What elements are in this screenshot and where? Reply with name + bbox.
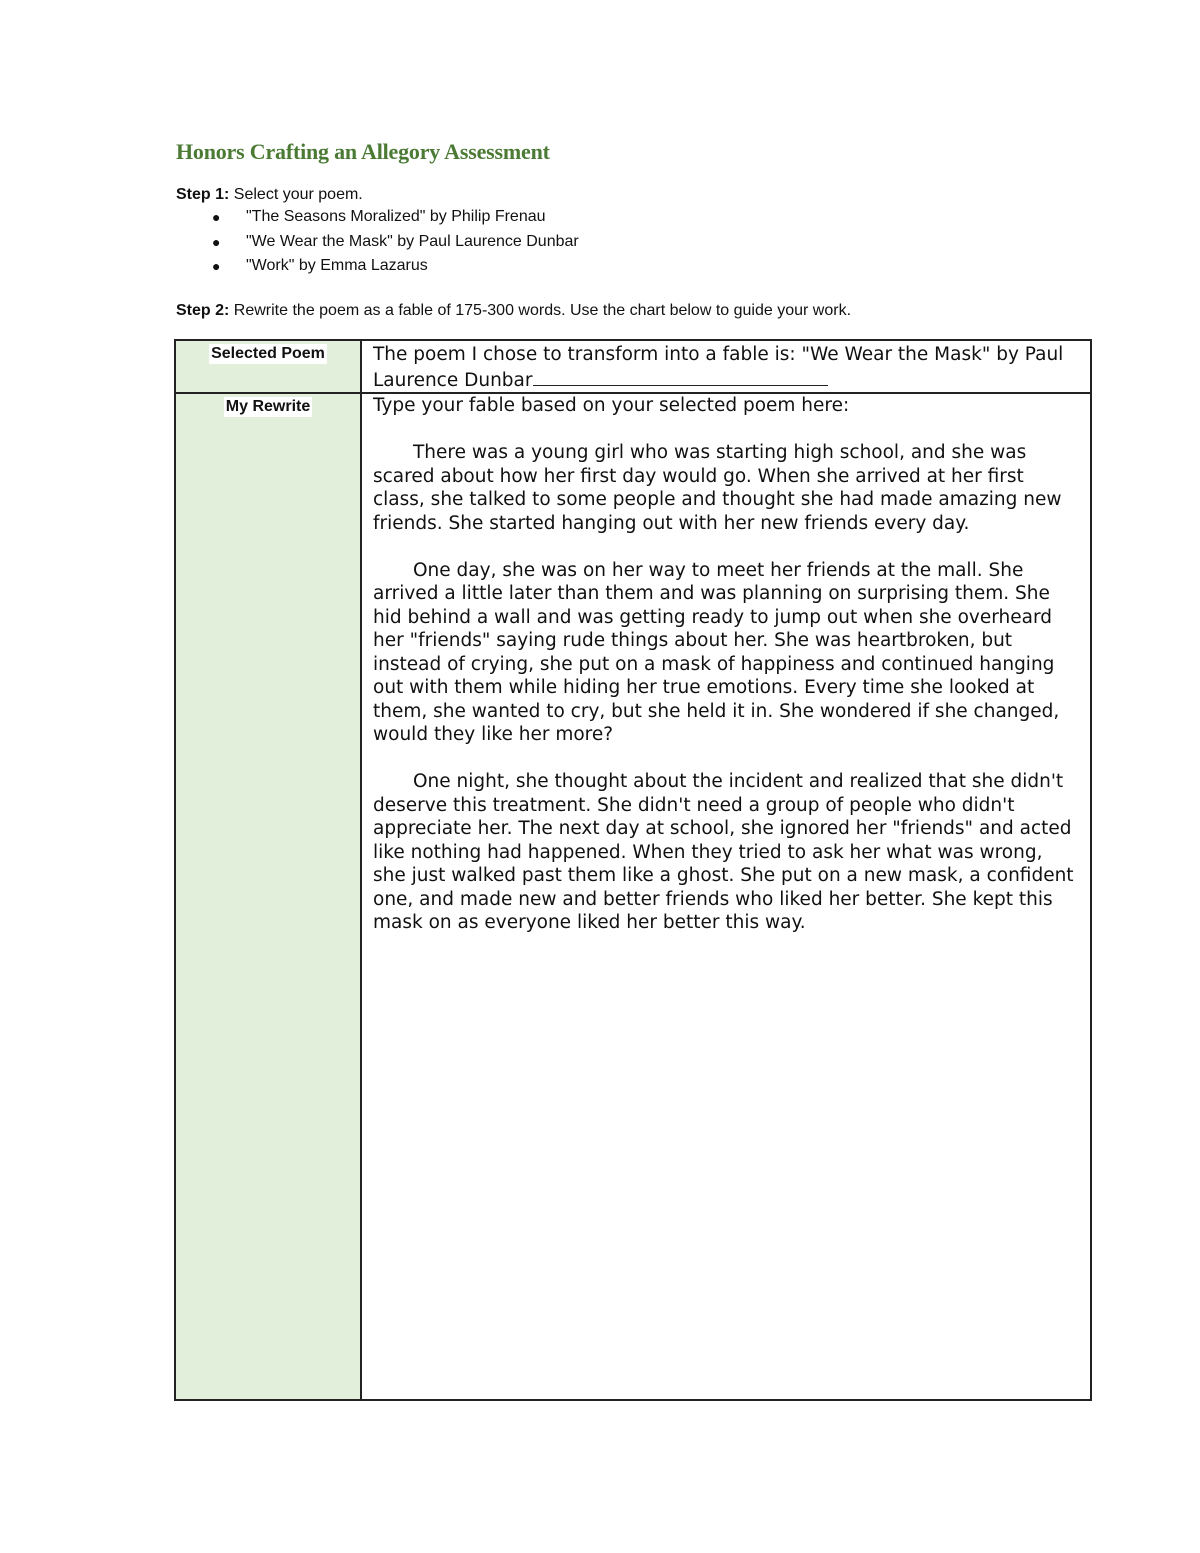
step-2 xyxy=(176,302,851,320)
selected-poem-label-cell xyxy=(175,340,361,393)
step-1-text: Select your poem. xyxy=(229,186,363,203)
poem-option: "We Wear the Mask" by Paul Laurence Dunbar xyxy=(246,232,579,250)
fable-paragraph: One day, she was on her way to meet her friends at the mall. She arrived a little later than them and was planning on surprising them. She hid behind a wall and was getting ready to jump out when she overheard her "friends" saying rude things about her. She was heartbroken, but instead of crying, she put on a mask of happiness and continued hanging out with them while hiding her true emotions. Every time she looked at them, she wanted to cry, but she held it in. She wondered if she changed, would they like her more? xyxy=(373,559,1060,745)
fable-chart xyxy=(174,339,1092,1401)
selected-poem-label: Selected Poem xyxy=(211,345,325,362)
step-1 xyxy=(176,186,363,204)
document-title: Honors Crafting an Allegory Assessment xyxy=(176,139,550,164)
rewrite-prompt: Type your fable based on your selected poem here: xyxy=(373,395,850,416)
bullet-icon: ● xyxy=(212,233,221,250)
step-2-text: Rewrite the poem as a fable of 175-300 words. Use the chart below to guide your work. xyxy=(229,302,852,319)
underline-blank xyxy=(533,367,828,386)
table-row xyxy=(175,340,1091,393)
my-rewrite-label: My Rewrite xyxy=(225,398,311,415)
selected-poem-cell[interactable] xyxy=(361,340,1091,393)
poem-option: "The Seasons Moralized" by Philip Frenau xyxy=(246,208,546,225)
list-item xyxy=(176,230,579,255)
fable-paragraph: There was a young girl who was starting high school, and she was scared about how her first day would go. When she arrived at her first class, she talked to some people and thought she had made amazing new friends. She started hanging out with her new friends every day. xyxy=(373,442,1062,534)
poem-list xyxy=(176,205,579,279)
list-item xyxy=(176,205,579,230)
list-item xyxy=(176,254,579,279)
bullet-icon: ● xyxy=(212,258,221,274)
fable-paragraph: One night, she thought about the incident and realized that she didn't deserve this treatment. She didn't need a group of people who didn't appreciate her. The next day at school, she ignored her "friends" and acted like nothing had happened. When they tried to ask her what was wrong, she just walked past them like a ghost. She put on a new mask, a confident one, and made new and better friends who liked her better. She kept this mask on as everyone liked her better this way. xyxy=(373,771,1074,933)
poem-option: "Work" by Emma Lazarus xyxy=(246,257,428,274)
step-2-label: Step 2: xyxy=(176,302,230,319)
selected-poem-text: The poem I chose to transform into a fable is: "We Wear the Mask" by Paul Laurence Dunbar xyxy=(373,344,1064,391)
rewrite-text-area[interactable] xyxy=(361,393,1091,1400)
table-row xyxy=(175,393,1091,1400)
my-rewrite-label-cell xyxy=(175,393,361,1400)
step-1-label: Step 1: xyxy=(176,186,230,203)
bullet-icon: ● xyxy=(212,209,221,225)
